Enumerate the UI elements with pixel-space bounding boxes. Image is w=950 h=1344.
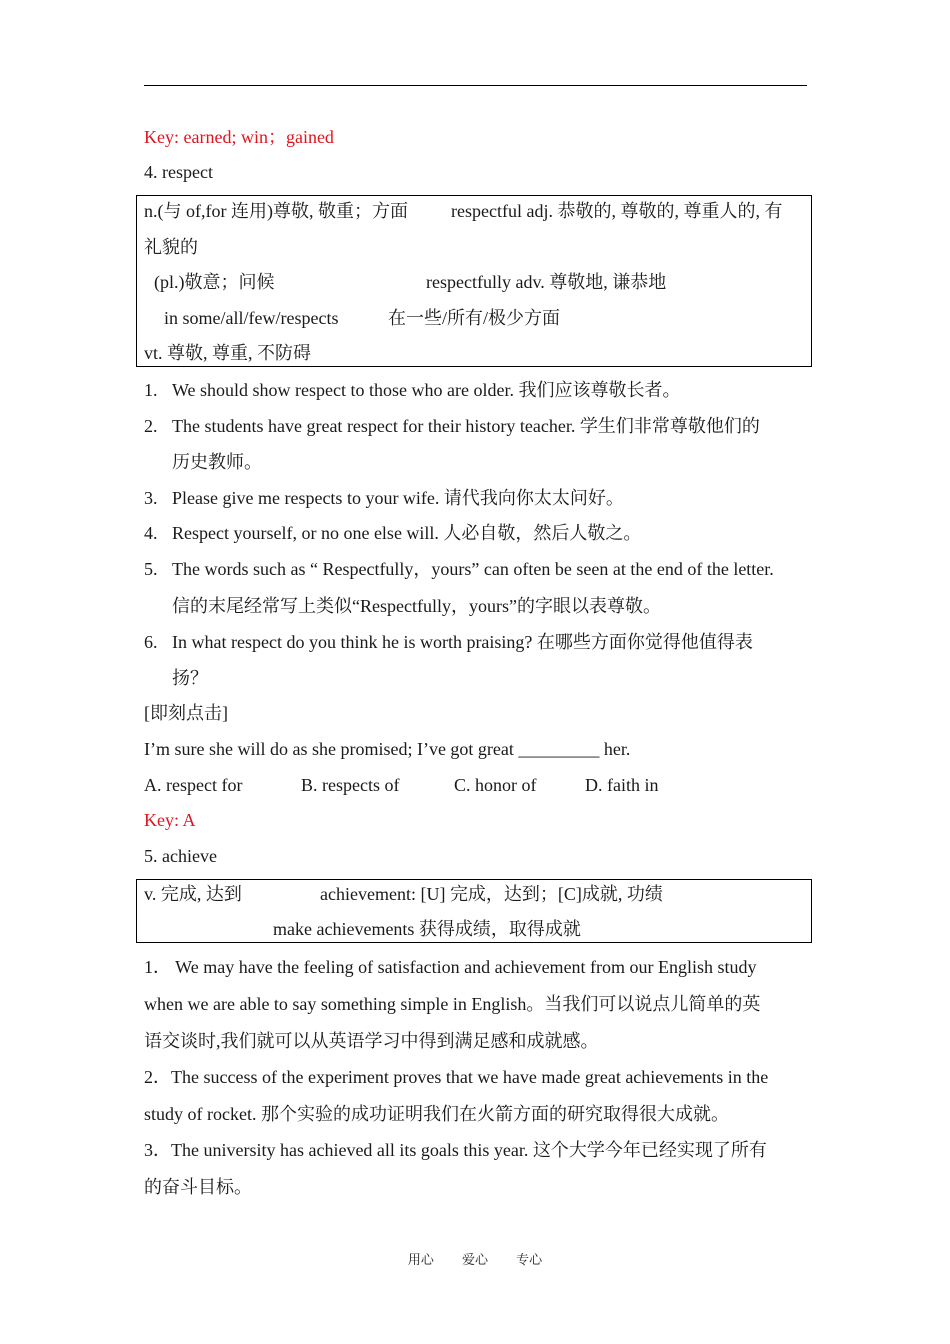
example-sentence-cont: 历史教师。	[172, 452, 262, 472]
definition-line: n.(与 of,for 连用)尊敬, 敬重；方面	[144, 201, 408, 221]
achieve-example-line: 的奋斗目标。	[144, 1177, 252, 1197]
header-rule	[144, 85, 807, 86]
definition-line: make achievements 获得成绩，取得成就	[273, 919, 581, 939]
achieve-example-line: 2．The success of the experiment proves that we have made great achievements in the	[144, 1067, 769, 1087]
section-heading-respect: 4. respect	[144, 162, 213, 182]
quiz-question: I’m sure she will do as she promised; I’ve got great _________ her.	[144, 739, 631, 759]
example-number: 3.	[144, 488, 158, 508]
quiz-option-a: A. respect for	[144, 775, 243, 795]
quiz-label: [即刻点击]	[144, 703, 228, 723]
definition-line: respectful adj. 恭敬的, 尊敬的, 尊重人的, 有	[451, 201, 783, 221]
example-number: 5.	[144, 559, 158, 579]
definition-line: achievement: [U] 完成，达到；[C]成就, 功绩	[320, 884, 663, 904]
definition-line: vt. 尊敬, 尊重, 不防碍	[144, 343, 312, 363]
example-sentence: The students have great respect for their history teacher. 学生们非常尊敬他们的	[172, 416, 760, 436]
example-sentence: Please give me respects to your wife. 请代我向你太太问好。	[172, 488, 624, 508]
example-number: 1.	[144, 380, 158, 400]
footer-text: 专心	[516, 1253, 543, 1268]
example-number: 4.	[144, 523, 158, 543]
section-heading-achieve: 5. achieve	[144, 846, 217, 866]
definition-line: (pl.)敬意；问候	[154, 272, 275, 292]
definition-line: in some/all/few/respects	[164, 308, 339, 328]
page-footer	[0, 1249, 950, 1268]
definition-box-achieve	[136, 879, 812, 943]
definition-line: respectfully adv. 尊敬地, 谦恭地	[426, 272, 667, 292]
definition-box-respect	[136, 195, 812, 367]
definition-line: 在一些/所有/极少方面	[388, 308, 561, 328]
example-sentence: In what respect do you think he is worth praising? 在哪些方面你觉得他值得表	[172, 632, 753, 652]
achieve-example-line: study of rocket. 那个实验的成功证明我们在火箭方面的研究取得很大成就。	[144, 1104, 729, 1124]
quiz-option-c: C. honor of	[454, 775, 537, 795]
quiz-answer-key: Key: A	[144, 810, 196, 830]
example-number: 2.	[144, 416, 158, 436]
achieve-example-line: 语交谈时,我们就可以从英语学习中得到满足感和成就感。	[144, 1031, 599, 1051]
answer-key: Key: earned; win；gained	[144, 127, 334, 147]
example-sentence: The words such as “ Respectfully，yours” can often be seen at the end of the letter.	[172, 559, 774, 579]
footer-text: 爱心	[461, 1253, 488, 1268]
definition-line: 礼貌的	[144, 237, 198, 257]
achieve-example-line: 1． We may have the feeling of satisfaction and achievement from our English study	[144, 957, 757, 977]
definition-line: v. 完成, 达到	[144, 884, 242, 904]
example-number: 6.	[144, 632, 158, 652]
achieve-example-line: when we are able to say something simple in English。当我们可以说点儿简单的英	[144, 994, 761, 1014]
example-sentence: We should show respect to those who are older. 我们应该尊敬长者。	[172, 380, 681, 400]
footer-text: 用心	[407, 1253, 434, 1268]
example-sentence: Respect yourself, or no one else will. 人必自敬，然后人敬之。	[172, 523, 642, 543]
quiz-option-b: B. respects of	[301, 775, 400, 795]
example-sentence-cont: 信的末尾经常写上类似“Respectfully，yours”的字眼以表尊敬。	[172, 596, 661, 616]
achieve-example-line: 3．The university has achieved all its goals this year. 这个大学今年已经实现了所有	[144, 1140, 767, 1160]
example-sentence-cont: 扬？	[172, 668, 208, 688]
quiz-option-d: D. faith in	[585, 775, 659, 795]
